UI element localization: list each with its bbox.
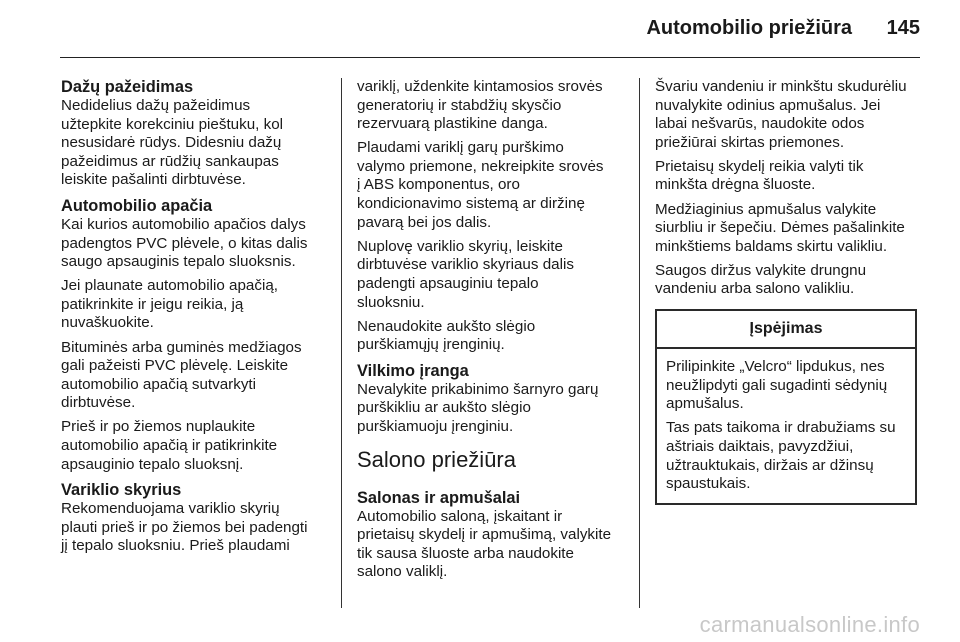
paragraph: Bituminės arba guminės medžiagos gali pažeisti PVC plėvelę. Leiskite automobilio apačią sutvarkyti dirbtuvėse.: [61, 338, 302, 412]
column-1: [61, 78, 329, 561]
paragraph: Medžiaginius apmušalus valykite siurbliu ir šepečiu. Dėmes pašalinkite minkštiems baldams skirtu valikliu.: [655, 200, 905, 255]
section-engine-compartment: [61, 481, 329, 556]
paragraph: Jei plaunate automobilio apačią, patikrinkite ir jeigu reikia, ją nuvaškuokite.: [61, 277, 278, 332]
warning-title: Įspėjimas: [657, 311, 915, 349]
paragraph: Švariu vandeniu ir minkštu skudurėliu nuvalykite odinius apmušalus. Jei labai nešvarūs, naudokite odos priežiūrai skirtas priemones.: [655, 78, 907, 151]
section-heading: Variklio skyrius: [61, 481, 182, 500]
paragraph: Tas pats taikoma ir drabužiams su aštriais daiktais, pavyzdžiui, užtrauktukais, diržais ar džinsų spaustukais.: [666, 419, 896, 493]
running-header-title: Automobilio priežiūra: [646, 17, 852, 39]
paragraph: Nedidelius dažų pažeidimus užtepkite korekciniu pieštuku, kol nesusidarė rūdys. Didesniu dažų pažeidimus ar rūdžių sankaupas leiskite pašalinti dirbtuvėse.: [61, 97, 284, 189]
section-heading: Salonas ir apmušalai: [357, 488, 521, 507]
column-2: [357, 78, 627, 587]
column-3: [655, 78, 921, 505]
paragraph: Prieš ir po žiemos nuplaukite automobilio apačią ir patikrinkite apsauginio tepalo sluoksnį.: [61, 418, 278, 473]
paragraph: Plaudami variklį garų purškimo valymo priemone, nekreipkite srovės į ABS komponentus, oro kondicionavimo sistemą ar diržinę pavarą bei jos dalis.: [357, 139, 604, 231]
watermark: carmanualsonline.info: [699, 612, 920, 637]
paragraph: Saugos diržus valykite drungnu vandeniu arba salono valikliu.: [655, 261, 867, 298]
section-towing-equipment: [357, 362, 627, 437]
paragraph: variklį, uždenkite kintamosios srovės generatorių ir stabdžių skysčio rezervuarą plastikine danga.: [357, 78, 603, 133]
warning-body: [657, 349, 915, 503]
chapter-heading: Salono priežiūra: [357, 446, 516, 472]
paragraph: Nevalykite prikabinimo šarnyro garų purškikliu ar aukšto slėgio purškiamuoju įrenginiu.: [357, 380, 599, 435]
column-divider: [639, 78, 640, 608]
paragraph: Nenaudokite aukšto slėgio purškiamųjų įrenginių.: [357, 317, 536, 354]
paragraph: Kai kurios automobilio apačios dalys padengtos PVC plėvele, o kitas dalis saugo apsauginis tepalo sluoksnis.: [61, 215, 308, 271]
paragraph: Prilipinkite „Velcro“ lipdukus, nes neužlipdyti gali sugadinti sėdynių apmušalus.: [666, 358, 888, 413]
section-heading: Dažų pažeidimas: [61, 78, 194, 96]
section-heading: Automobilio apačia: [61, 196, 213, 215]
paragraph: Prietaisų skydelį reikia valyti tik minkšta drėgna šluoste.: [655, 157, 864, 194]
paragraph: Automobilio saloną, įskaitant ir prietaisų skydelį ir apmušimą, valykite tik sausa šluoste arba naudokite salono valiklį.: [357, 507, 612, 581]
section-heading: Vilkimo įranga: [357, 361, 469, 380]
page-number: 145: [886, 17, 920, 39]
section-underbody: [61, 197, 329, 474]
warning-box: [655, 309, 917, 505]
paragraph: Rekomenduojama variklio skyrių plauti prieš ir po žiemos bei padengti jį tepalo sluoksniu. Prieš plaudami: [61, 500, 308, 555]
paragraph: Nuplovę variklio skyrių, leiskite dirbtuvėse variklio skyriaus dalis padengti apsauginiu tepalo sluoksniu.: [357, 237, 574, 311]
column-divider: [341, 78, 342, 608]
section-paint-damage: [61, 78, 329, 190]
header-divider: [60, 57, 920, 58]
section-interior-upholstery: [357, 489, 627, 582]
